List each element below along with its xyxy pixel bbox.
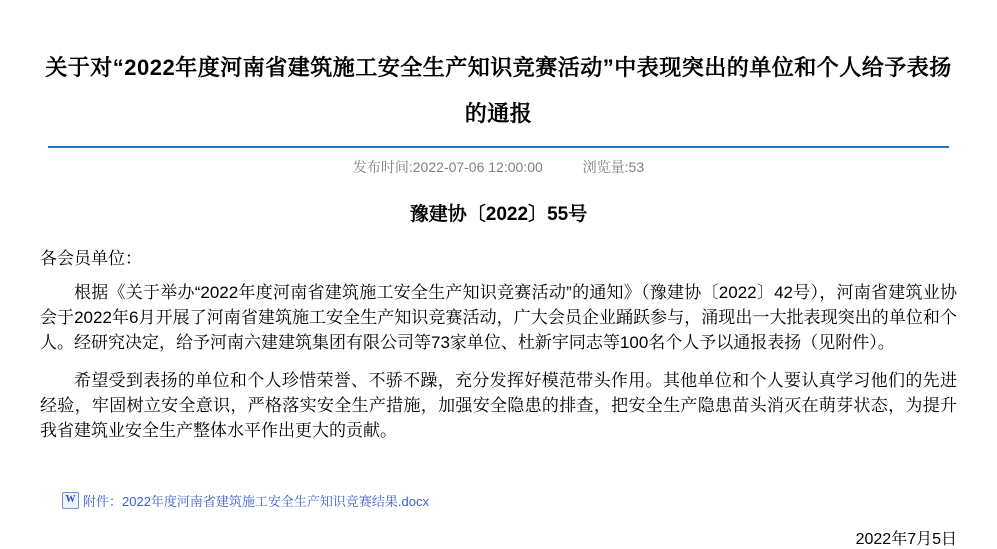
attachment-row [62,489,957,510]
article-meta [40,157,957,177]
attachment-label: 附件：2022年度河南省建筑施工安全生产知识竞赛结果.docx [83,493,429,509]
doc-number: 豫建协〔2022〕55号 [409,204,588,225]
article-body [40,246,957,443]
view-count: 浏览量:53 [582,159,645,175]
article-date: 2022年7月5日 [855,530,957,548]
paragraph-1: 根据《关于举办“2022年度河南省建筑施工安全生产知识竞赛活动”的通知》（豫建协〔2022〕42号），河南省建筑业协会于2022年6月开展了河南省建筑施工安全生产知识竞赛活动，广大会员企业踊跃参与，涌现出一大批表现突出的单位和个人。经研究决定，给予河南六建建筑集团有限公司等73家单位、杜新宇同志等100名个人予以通报表扬（见附件）。 [40,283,957,352]
title-divider [48,146,949,148]
page-title: 关于对“2022年度河南省建筑施工安全生产知识竞赛活动”中表现突出的单位和个人给予表扬的通报 [45,55,952,126]
salutation: 各会员单位： [40,249,142,268]
attachment-link[interactable] [62,491,429,510]
word-doc-icon: W [62,492,79,509]
paragraph-2: 希望受到表扬的单位和个人珍惜荣誉、不骄不躁，充分发挥好模范带头作用。其他单位和个人要认真学习他们的先进经验，牢固树立安全意识，严格落实安全生产措施，加强安全隐患的排查，把安全生产隐患苗头消灭在萌芽状态，为提升我省建筑业安全生产整体水平作出更大的贡献。 [40,371,957,440]
publish-time: 发布时间:2022-07-06 12:00:00 [352,159,543,175]
